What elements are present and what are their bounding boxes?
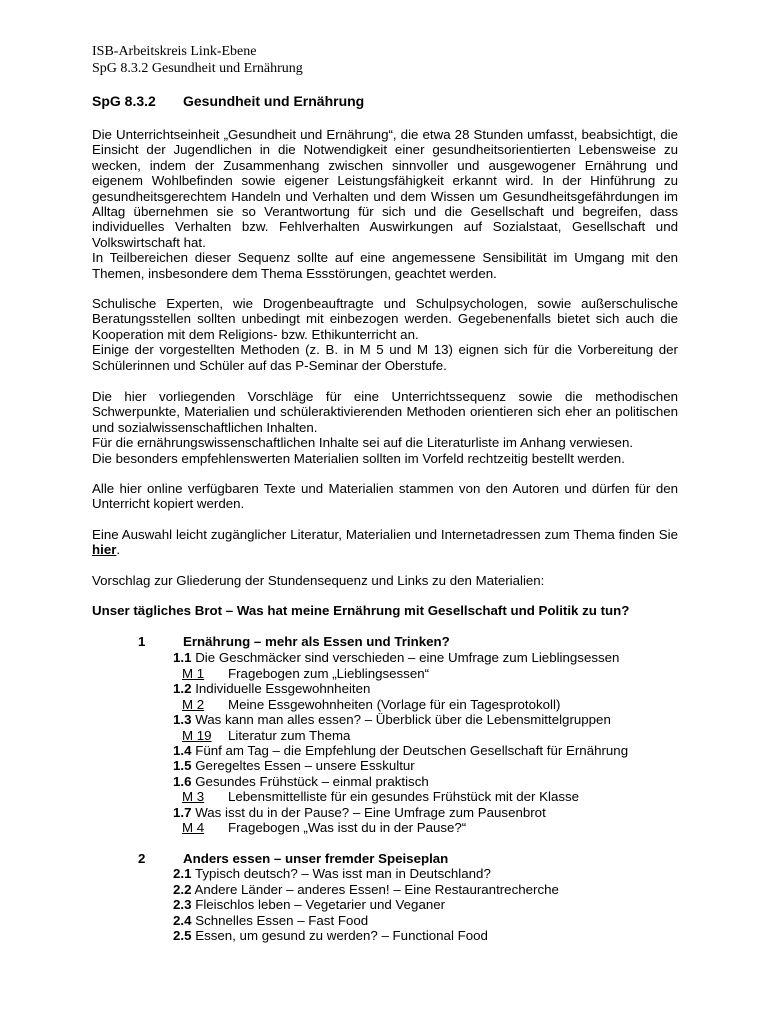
material-link[interactable]: M 4 <box>182 820 205 835</box>
title-text: Gesundheit und Ernährung <box>183 93 365 109</box>
item-text: Was isst du in der Pause? – Eine Umfrage zum Pausenbrot <box>195 805 546 820</box>
section-heading <box>138 851 448 866</box>
header-line-2: SpG 8.3.2 Gesundheit und Ernährung <box>92 61 303 76</box>
item-number: 1.6 <box>173 774 192 789</box>
item-text: Typisch deutsch? – Was isst man in Deutschland? <box>194 866 491 881</box>
material-row <box>182 697 560 712</box>
item-text: Fleischlos leben – Vegetarier und Veganer <box>195 897 446 912</box>
paragraph-text: Die besonders empfehlenswerten Materialien sollten im Vorfeld rechtzeitig bestellt werden. <box>92 450 625 466</box>
item-number: 2.2 <box>173 882 192 897</box>
item-text: Fünf am Tag – die Empfehlung der Deutschen Gesellschaft für Ernährung <box>195 743 629 758</box>
section-number: 2 <box>138 851 146 866</box>
material-text: Literatur zum Thema <box>228 728 351 743</box>
item-number: 1.5 <box>173 758 192 773</box>
material-text: Lebensmittelliste für ein gesundes Frühstück mit der Klasse <box>228 789 580 804</box>
material-row <box>182 728 350 743</box>
material-link[interactable]: M 19 <box>182 728 212 743</box>
paragraph-experts <box>92 296 678 373</box>
paragraph-text: Schulische Experten, wie Drogenbeauftragte und Schulpsychologen, sowie außerschulische Beratungsstellen sollten unbedingt mit einbezogen werden. Gegebenenfalls bietet sich auch die Kooperation mit dem Religions- bzw. Ethikunterricht an. <box>92 296 678 342</box>
item-text: Was kann man alles essen? – Überblick über die Lebensmittelgruppen <box>195 712 611 727</box>
list-item <box>173 866 491 881</box>
item-number: 2.4 <box>173 913 192 928</box>
item-number: 1.7 <box>173 805 192 820</box>
paragraph-text <box>92 527 678 558</box>
list-item <box>173 928 488 943</box>
literature-link[interactable]: hier <box>92 542 117 558</box>
paragraph-text: Einige der vorgestellten Methoden (z. B. in M 5 und M 13) eignen sich für die Vorbereitung der Schülerinnen und Schüler auf das P-Seminar der Oberstufe. <box>92 342 678 373</box>
list-item <box>173 913 368 928</box>
section-number: 1 <box>138 634 146 649</box>
paragraph-copyright <box>92 481 678 512</box>
paragraph-text: Vorschlag zur Gliederung der Stundensequenz und Links zu den Materialien: <box>92 573 545 588</box>
list-item <box>173 805 546 820</box>
list-item <box>173 882 559 897</box>
list-item <box>173 681 370 696</box>
paragraph-text: In Teilbereichen dieser Sequenz sollte auf eine angemessene Sensibilität im Umgang mit den Themen, insbesondere dem Thema Essstörungen, geachtet werden. <box>92 250 678 281</box>
item-text: Individuelle Essgewohnheiten <box>195 681 371 696</box>
item-number: 2.1 <box>173 866 192 881</box>
item-text: Die Geschmäcker sind verschieden – eine Umfrage zum Lieblingsessen <box>195 650 620 665</box>
item-text: Andere Länder – anderes Essen! – Eine Restaurantrecherche <box>194 882 559 897</box>
material-link[interactable]: M 1 <box>182 666 205 681</box>
paragraph-literature <box>92 527 678 558</box>
item-number: 1.2 <box>173 681 192 696</box>
material-link[interactable]: M 3 <box>182 789 205 804</box>
item-text: Gesundes Frühstück – einmal praktisch <box>195 774 429 789</box>
material-text: Fragebogen zum „Lieblingsessen“ <box>228 666 430 681</box>
material-text: Meine Essgewohnheiten (Vorlage für ein Tagesprotokoll) <box>228 697 561 712</box>
paragraph-text: Die hier vorliegenden Vorschläge für eine Unterrichtssequenz sowie die methodischen Schwerpunkte, Materialien und schüleraktivierenden Methoden orientieren sich eher an politischen und sozialwissenschaftlichen Inhalten. <box>92 389 678 435</box>
list-item <box>173 743 628 758</box>
material-row <box>182 820 466 835</box>
item-number: 2.3 <box>173 897 192 912</box>
list-item <box>173 650 619 665</box>
material-text: Fragebogen „Was isst du in der Pause?“ <box>228 820 467 835</box>
item-text: Essen, um gesund zu werden? – Functional Food <box>195 928 488 943</box>
material-link[interactable]: M 2 <box>182 697 205 712</box>
paragraph-intro <box>92 127 678 281</box>
list-item <box>173 758 415 773</box>
paragraph-suggestions <box>92 389 678 466</box>
item-number: 2.5 <box>173 928 192 943</box>
list-item <box>173 774 429 789</box>
item-number: 1.1 <box>173 650 192 665</box>
section-heading <box>138 634 450 649</box>
page-title <box>92 93 364 109</box>
item-text: Geregeltes Essen – unsere Esskultur <box>195 758 415 773</box>
literature-text: Eine Auswahl leicht zugänglicher Literatur, Materialien und Internetadressen zum Thema finden Sie <box>92 527 678 542</box>
item-text: Schnelles Essen – Fast Food <box>195 913 369 928</box>
list-item <box>173 897 445 912</box>
unit-title <box>92 603 678 618</box>
item-number: 1.3 <box>173 712 192 727</box>
material-row <box>182 666 429 681</box>
section-title: Anders essen – unser fremder Speiseplan <box>183 851 449 866</box>
paragraph-text: Die Unterrichtseinheit „Gesundheit und Ernährung“, die etwa 28 Stunden umfasst, beabsichtigt, die Einsicht der Jugendlichen in die Notwendigkeit einer gesundheitsorientierten Lebensweise zu wecken, indem der Zusammenhang zwischen sinnvoller und ausgewogener Ernährung und eigenem Wohlbefinden sowie eigener Leistungsfähigkeit erkannt wird. In der Hinführung zu gesundheitsgerechtem Handeln und Verhalten und dem Wissen um Gesundheitsgefährdungen im Alltag übernehmen sie so Verantwortung für sich und die Gesellschaft und begreifen, dass individuelles Verhalten bzw. Fehlverhalten Auswirkungen auf Sozialstaat, Gesellschaft und Volkswirtschaft hat. <box>92 127 678 250</box>
item-number: 1.4 <box>173 743 192 758</box>
paragraph-outline <box>92 573 678 588</box>
literature-end: . <box>116 542 121 558</box>
unit-title-text: Unser tägliches Brot – Was hat meine Ernährung mit Gesellschaft und Politik zu tun? <box>92 603 630 618</box>
title-number: SpG 8.3.2 <box>92 93 156 109</box>
list-item <box>173 712 611 727</box>
material-row <box>182 789 579 804</box>
paragraph-text: Für die ernährungswissenschaftlichen Inhalte sei auf die Literaturliste im Anhang verwiesen. <box>92 435 634 451</box>
section-title: Ernährung – mehr als Essen und Trinken? <box>183 634 450 649</box>
header-line-1: ISB-Arbeitskreis Link-Ebene <box>92 44 257 59</box>
paragraph-text: Alle hier online verfügbaren Texte und Materialien stammen von den Autoren und dürfen für den Unterricht kopiert werden. <box>92 481 678 512</box>
